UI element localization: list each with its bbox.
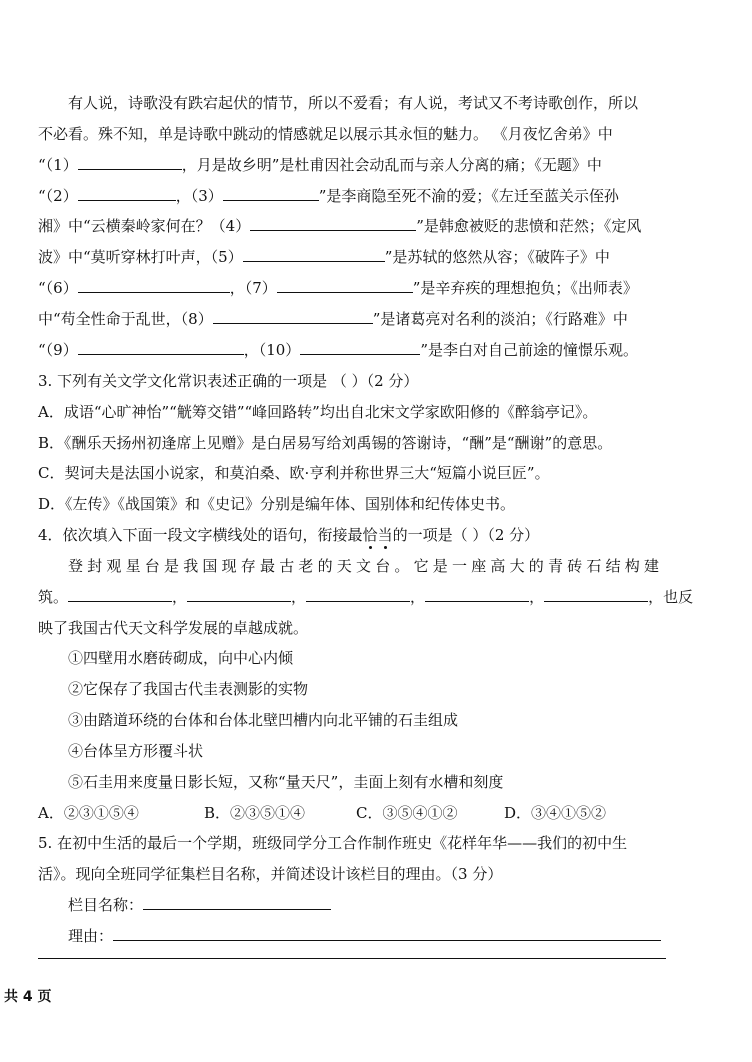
q5-name-label: 栏目名称： [68, 896, 144, 914]
q5-name-answer-line[interactable] [143, 895, 331, 910]
q4-option-d[interactable]: D．③④①⑤② [504, 804, 607, 822]
answer-blank-1[interactable] [78, 155, 182, 170]
q4-passage-line2: 筑。 ， ， ， ， ，也反 [38, 588, 694, 606]
answer-blank-3[interactable] [223, 186, 319, 201]
q4-sentence-2: ②它保存了我国古代圭表测影的实物 [68, 680, 309, 698]
q4-sentence-4: ④台体呈方形覆斗状 [68, 742, 204, 760]
para1-line5: 湘》中“云横秦岭家何在？（4） ”是韩愈被贬的悲愤和茫然；《定风 [38, 217, 642, 235]
emphasis-char-1: 恰 [362, 526, 378, 544]
page-count-footer: 共 4 页 [4, 989, 52, 1005]
para1-line8: 中“苟全性命于乱世，（8） ”是诸葛亮对名利的淡泊；《行路难》中 [38, 310, 628, 328]
answer-blank-9[interactable] [78, 340, 244, 355]
para1-line1: 有人说，诗歌没有跌宕起伏的情节，所以不爱看；有人说，考试又不考诗歌创作，所以 [68, 94, 639, 112]
q5-reason-label: 理由： [68, 927, 114, 945]
q4-option-c[interactable]: C．③⑤④①② [356, 804, 458, 822]
answer-blank-2[interactable] [78, 186, 176, 201]
emphasis-char-2: 当 [377, 526, 393, 544]
para1-line3: “（1） ，月是故乡明”是杜甫因社会动乱而与亲人分离的痛；《无题》中 [38, 156, 602, 174]
q3-option-a[interactable]: A．成语“心旷神怡”“觥筹交错”“峰回路转”均出自北宋文学家欧阳修的《醉翁亭记》。 [38, 403, 598, 421]
answer-blank-10[interactable] [300, 340, 420, 355]
q4-option-b[interactable]: B．②③⑤①④ [204, 804, 306, 822]
q3-option-d[interactable]: D．《左传》《战国策》和《史记》分别是编年体、国别体和纪传体史书。 [38, 495, 516, 513]
q5-name-row [68, 895, 331, 915]
q4-stem: 4．依次填入下面一段文字横线处的语句，衔接最恰当的一项是（ ）（2 分） [38, 526, 540, 544]
q4-blank-5[interactable] [544, 587, 648, 602]
q4-sentence-1: ①四壁用水磨砖砌成，向中心内倾 [68, 649, 294, 667]
q4-blank-1[interactable] [68, 587, 172, 602]
answer-line-extra[interactable] [38, 958, 666, 959]
answer-blank-4[interactable] [250, 216, 416, 231]
q4-blank-4[interactable] [425, 587, 529, 602]
q4-passage-line3: 映了我国古代天文科学发展的卓越成就。 [38, 619, 309, 637]
q3-option-b[interactable]: B．《酬乐天扬州初逢席上见赠》是白居易写给刘禹锡的答谢诗，“酬”是“酬谢”的意思。 [38, 434, 613, 452]
answer-blank-7[interactable] [277, 278, 413, 293]
q4-blank-2[interactable] [187, 587, 291, 602]
answer-blank-6[interactable] [78, 278, 230, 293]
q4-blank-3[interactable] [306, 587, 410, 602]
q5-stem-line1: 5. 在初中生活的最后一个学期，班级同学分工合作制作班史《花样年华——我们的初中生 [38, 834, 628, 852]
q4-sentence-3: ③由踏道环绕的台体和台体北壁凹槽内向北平铺的石圭组成 [68, 711, 459, 729]
q3-option-c[interactable]: C．契诃夫是法国小说家，和莫泊桑、欧·亨利并称世界三大“短篇小说巨匠”。 [38, 464, 550, 482]
answer-blank-5[interactable] [243, 247, 385, 262]
para1-line6: 波》中“莫听穿林打叶声，（5） ”是苏轼的悠然从容；《破阵子》中 [38, 248, 610, 266]
q4-passage-line1: 登封观星台是我国现存最古老的天文台。它是一座高大的青砖石结构建 [68, 557, 664, 575]
q4-options [38, 803, 606, 823]
para1-line9: “（9） ，（10） ”是李白对自己前途的憧憬乐观。 [38, 341, 638, 359]
para1-line2: 不必看。殊不知，单是诗歌中跳动的情感就足以展示其永恒的魅力。 《月夜忆舍弟》中 [38, 125, 613, 143]
para1-line7: “（6） ，（7） ”是辛弃疾的理想抱负；《出师表》 [38, 279, 638, 297]
answer-blank-8[interactable] [213, 309, 373, 324]
q4-sentence-5: ⑤石圭用来度量日影长短，又称“量天尺”，圭面上刻有水槽和刻度 [68, 773, 504, 791]
q5-reason-row [68, 926, 661, 946]
q4-option-a[interactable]: A．②③①⑤④ [38, 804, 139, 822]
q5-reason-answer-line[interactable] [113, 926, 661, 941]
q5-stem-line2: 活》。现向全班同学征集栏目名称，并简述设计该栏目的理由。（3 分） [38, 865, 503, 883]
q3-stem: 3. 下列有关文学文化常识表述正确的一项是 （ ）（2 分） [38, 372, 419, 390]
para1-line4: “（2） ，（3） ”是李商隐至死不渝的爱；《左迁至蓝关示侄孙 [38, 187, 619, 205]
